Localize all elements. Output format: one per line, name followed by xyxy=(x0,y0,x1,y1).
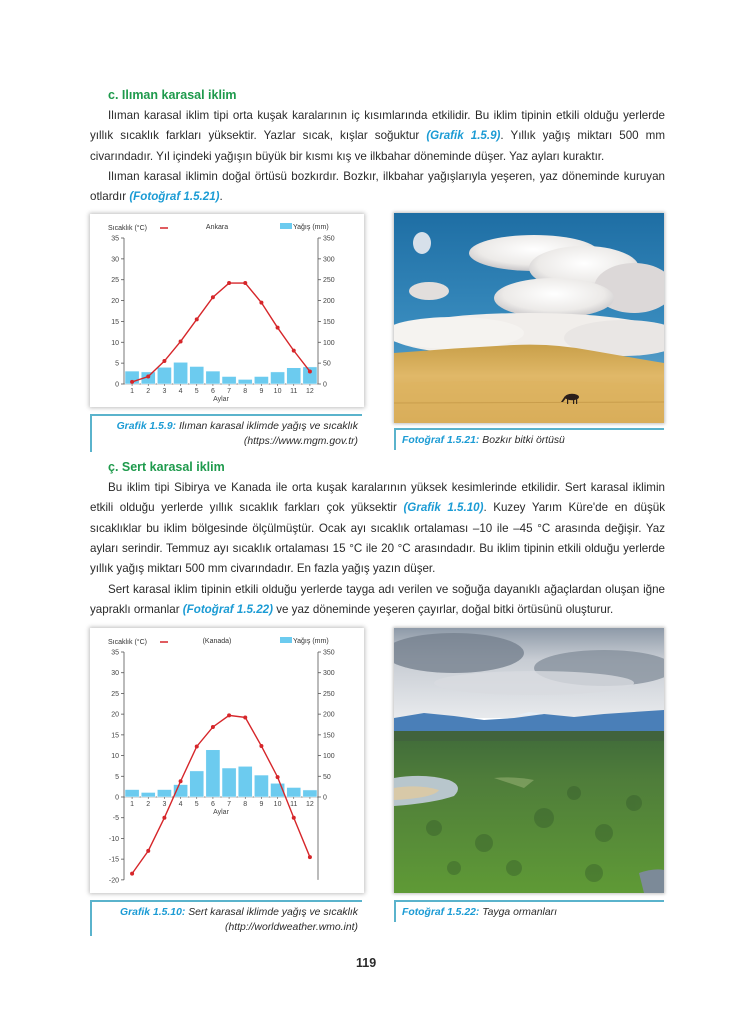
svg-text:9: 9 xyxy=(259,388,264,395)
chart-ankara xyxy=(90,214,364,407)
paragraph-text: . Yıllık yağış miktarı 500 mm civarındadır. Yıl içindeki yağışın büyük bir kısmı kış ve ilkbahar döneminde düşer. Yaz ayları kuraktır. xyxy=(90,129,665,163)
svg-text:Yağış (mm): Yağış (mm) xyxy=(293,224,329,231)
section-heading-iliman-karasal: c. Ilıman karasal iklim xyxy=(108,88,237,102)
svg-text:35: 35 xyxy=(111,649,119,657)
caption-label: Fotoğraf 1.5.22: xyxy=(402,907,480,918)
svg-text:(Kanada): (Kanada) xyxy=(202,638,232,645)
svg-text:30: 30 xyxy=(111,256,119,264)
paragraph-sert-1 xyxy=(90,478,665,579)
svg-text:0: 0 xyxy=(323,794,327,802)
svg-text:0: 0 xyxy=(115,794,119,802)
svg-text:12: 12 xyxy=(306,388,314,395)
svg-text:35: 35 xyxy=(111,235,119,243)
svg-text:7: 7 xyxy=(227,388,232,395)
svg-text:7: 7 xyxy=(227,801,232,808)
paragraph-text: Ilıman karasal iklimin doğal örtüsü bozkırdır. Bozkır, ilkbahar yağışlarıyla yeşeren, yaz döneminde kuruyan otlardır xyxy=(90,170,665,204)
svg-text:11: 11 xyxy=(290,801,298,808)
paragraph-text: . xyxy=(219,190,223,204)
svg-text:20: 20 xyxy=(111,711,119,719)
climate-chart-ankara-svg xyxy=(90,214,364,407)
svg-text:-20: -20 xyxy=(108,877,119,885)
reference-fotograf-1-5-21[interactable]: (Fotoğraf 1.5.21) xyxy=(129,190,220,204)
caption-label: Grafik 1.5.10: xyxy=(120,907,186,918)
svg-text:3: 3 xyxy=(162,388,167,395)
caption-label: Fotoğraf 1.5.21: xyxy=(402,435,480,446)
caption-text: Tayga ormanları xyxy=(479,907,557,918)
svg-text:9: 9 xyxy=(259,801,264,808)
caption-fotograf-1-5-21 xyxy=(394,428,664,450)
svg-text:20: 20 xyxy=(111,298,119,306)
svg-text:Aylar: Aylar xyxy=(213,396,229,403)
steppe-landscape-image xyxy=(394,213,664,423)
paragraph-text: Ilıman karasal iklim tipi orta kuşak karalarının iç kısımlarında etkilidir. Bu iklim tipinin etkili olduğu yerlerde yıllık sıcaklık farkları yüksektir. Yazlar sıcak, kışlar soğuktur xyxy=(90,109,665,143)
svg-text:150: 150 xyxy=(323,732,335,740)
svg-text:250: 250 xyxy=(323,277,335,285)
svg-text:1: 1 xyxy=(130,801,135,808)
paragraph-sert-2 xyxy=(90,580,665,621)
svg-text:8: 8 xyxy=(243,388,248,395)
reference-fotograf-1-5-22[interactable]: (Fotoğraf 1.5.22) xyxy=(182,603,273,617)
svg-text:12: 12 xyxy=(306,801,314,808)
paragraph-iliman-2 xyxy=(90,167,665,208)
svg-text:50: 50 xyxy=(323,360,331,368)
svg-text:10: 10 xyxy=(273,388,282,395)
caption-grafik-1-5-9 xyxy=(90,414,362,452)
svg-text:10: 10 xyxy=(111,339,119,347)
svg-text:5: 5 xyxy=(115,773,119,781)
svg-text:300: 300 xyxy=(323,670,335,678)
caption-text: Ilıman karasal iklimde yağış ve sıcaklık xyxy=(176,421,358,432)
reference-grafik-1-5-9[interactable]: (Grafik 1.5.9) xyxy=(426,129,501,143)
caption-grafik-1-5-10 xyxy=(90,900,362,936)
svg-text:8: 8 xyxy=(243,801,248,808)
svg-text:1: 1 xyxy=(130,388,135,395)
svg-text:100: 100 xyxy=(323,753,335,761)
svg-text:5: 5 xyxy=(115,360,119,368)
paragraph-text: Bu iklim tipi Sibirya ve Kanada ile orta kuşak karalarının yüksek kesimlerinde etkilidir. Sert karasal iklimin etkili olduğu yerlerde yıllık sıcaklık farkları çok yüksektir xyxy=(90,481,665,515)
svg-text:Sıcaklık (°C): Sıcaklık (°C) xyxy=(108,225,147,232)
taiga-forest-image xyxy=(394,628,664,893)
svg-text:Sıcaklık (°C): Sıcaklık (°C) xyxy=(108,639,147,646)
svg-text:150: 150 xyxy=(323,318,335,326)
svg-text:200: 200 xyxy=(323,711,335,719)
svg-text:200: 200 xyxy=(323,298,335,306)
svg-text:30: 30 xyxy=(111,670,119,678)
paragraph-iliman-1 xyxy=(90,106,665,167)
svg-text:-5: -5 xyxy=(112,815,119,823)
svg-text:100: 100 xyxy=(323,339,335,347)
photo-bozkir xyxy=(394,213,664,423)
paragraph-text: ve yaz döneminde yeşeren çayırlar, doğal bitki örtüsünü oluşturur. xyxy=(272,603,614,617)
photo-tayga xyxy=(394,628,664,893)
svg-text:0: 0 xyxy=(115,381,119,389)
svg-text:-10: -10 xyxy=(108,835,119,843)
svg-text:250: 250 xyxy=(323,690,335,698)
svg-text:Aylar: Aylar xyxy=(213,809,229,816)
svg-text:350: 350 xyxy=(323,649,335,657)
svg-text:-15: -15 xyxy=(108,856,119,864)
svg-text:6: 6 xyxy=(210,388,215,395)
svg-text:11: 11 xyxy=(290,388,298,395)
svg-text:2: 2 xyxy=(146,388,151,395)
paragraph-text: . Kuzey Yarım Küre'de en düşük sıcaklıklar bu iklim bölgesinde ölçülmüştür. Ocak ayı sıcaklık ortalaması –10 ile –45 °C arasında değişir. Yaz ayları serindir. Temmuz ayı sıcaklık ortalaması 15 °C ile 20 °C arasındadır. Bu iklim tipinin etkili olduğu yerlerde yıllık yağış miktarı 500 mm civarındadır. En fazla yağış yazın düşer. xyxy=(90,501,665,576)
caption-label: Grafik 1.5.9: xyxy=(116,421,177,432)
reference-grafik-1-5-10[interactable]: (Grafik 1.5.10) xyxy=(403,501,484,515)
svg-text:10: 10 xyxy=(273,801,282,808)
svg-text:0: 0 xyxy=(323,381,327,389)
svg-text:300: 300 xyxy=(323,256,335,264)
svg-text:5: 5 xyxy=(194,801,199,808)
chart-kanada xyxy=(90,628,364,893)
caption-fotograf-1-5-22 xyxy=(394,900,664,922)
svg-text:6: 6 xyxy=(210,801,215,808)
caption-source: (http://worldweather.wmo.int) xyxy=(224,922,358,933)
svg-text:25: 25 xyxy=(111,690,119,698)
svg-text:15: 15 xyxy=(111,732,119,740)
section-heading-sert-karasal: ç. Sert karasal iklim xyxy=(108,460,225,474)
svg-text:3: 3 xyxy=(162,801,167,808)
caption-text: Bozkır bitki örtüsü xyxy=(479,435,565,446)
climate-chart-kanada-svg xyxy=(90,628,364,893)
svg-text:4: 4 xyxy=(178,388,183,395)
svg-text:4: 4 xyxy=(178,801,183,808)
caption-source: (https://www.mgm.gov.tr) xyxy=(243,436,358,447)
svg-text:2: 2 xyxy=(146,801,151,808)
caption-text: Sert karasal iklimde yağış ve sıcaklık xyxy=(185,907,358,918)
svg-text:10: 10 xyxy=(111,753,119,761)
svg-text:15: 15 xyxy=(111,318,119,326)
svg-text:50: 50 xyxy=(323,773,331,781)
page-number: 119 xyxy=(356,956,377,970)
svg-text:Yağış (mm): Yağış (mm) xyxy=(293,638,329,645)
svg-text:350: 350 xyxy=(323,235,335,243)
svg-text:25: 25 xyxy=(111,277,119,285)
paragraph-text: Sert karasal iklim tipinin etkili olduğu yerlerde tayga adı verilen ve soğuğa dayanıklı ağaçlardan oluşan iğne yapraklı ormanlar xyxy=(90,583,665,617)
svg-text:Ankara: Ankara xyxy=(205,224,229,231)
svg-text:5: 5 xyxy=(194,388,199,395)
